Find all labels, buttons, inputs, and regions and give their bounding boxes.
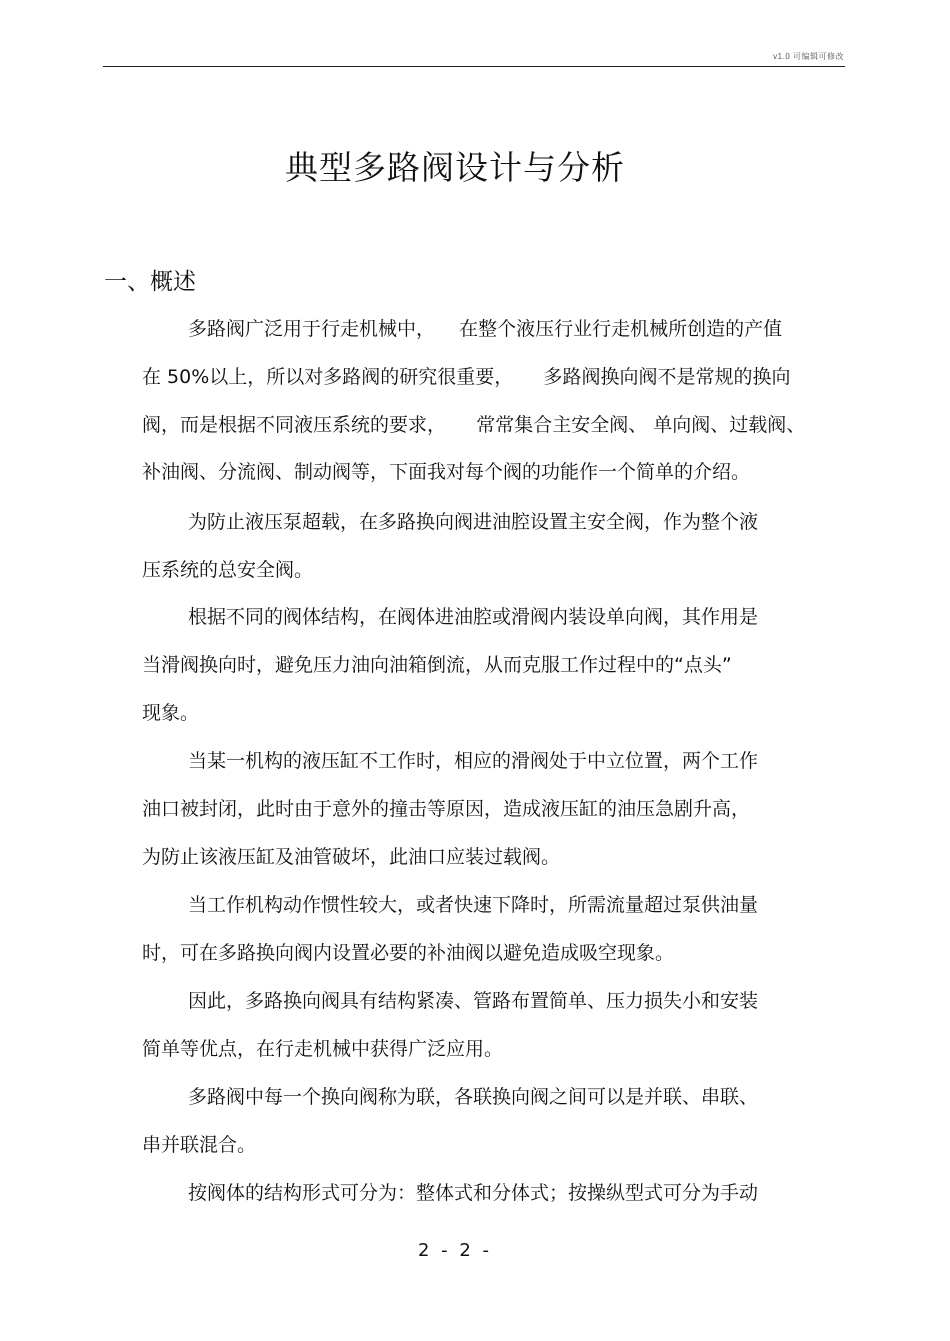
paragraph-line: 根据不同的阀体结构，在阀体进油腔或滑阀内装设单向阀，其作用是 [188, 606, 759, 628]
paragraph-line: 因此，多路换向阀具有结构紧凑、管路布置简单、压力损失小和安装 [188, 990, 759, 1012]
paragraph-line: 为防止液压泵超载，在多路换向阀进油腔设置主安全阀，作为整个液 [188, 511, 759, 533]
paragraph-line: 在 50%以上，所以对多路阀的研究很重要， 多路阀换向阀不是常规的换向 [142, 366, 791, 388]
paragraph-line: 时，可在多路换向阀内设置必要的补油阀以避免造成吸空现象。 [142, 942, 675, 964]
document-title: 典型多路阀设计与分析 [285, 148, 625, 187]
paragraph-line: 按阀体的结构形式可分为：整体式和分体式；按操纵型式可分为手动 [188, 1182, 759, 1204]
paragraph-line: 补油阀、分流阀、制动阀等，下面我对每个阀的功能作一个简单的介绍。 [142, 461, 751, 483]
header-divider [103, 66, 845, 67]
paragraph-line: 现象。 [142, 702, 200, 724]
paragraph-line: 串并联混合。 [142, 1134, 257, 1156]
paragraph-line: 当滑阀换向时，避免压力油向油箱倒流，从而克服工作过程中的“点头” [142, 654, 732, 676]
paragraph-line: 多路阀中每一个换向阀称为联，各联换向阀之间可以是并联、串联、 [188, 1086, 759, 1108]
paragraph-line: 简单等优点，在行走机械中获得广泛应用。 [142, 1038, 504, 1060]
paragraph-line: 阀，而是根据不同液压系统的要求， 常常集合主安全阀、 单向阀、过载阀、 [142, 414, 806, 436]
paragraph-line: 油口被封闭，此时由于意外的撞击等原因，造成液压缸的油压急剧升高， [142, 798, 751, 820]
section-heading: 一、概述 [104, 269, 196, 295]
header-version-note: v1.0 可编辑可修改 [773, 52, 844, 61]
paragraph-line: 压系统的总安全阀。 [142, 559, 314, 581]
paragraph-line: 当某一机构的液压缸不工作时，相应的滑阀处于中立位置，两个工作 [188, 750, 759, 772]
paragraph-line: 当工作机构动作惯性较大，或者快速下降时，所需流量超过泵供油量 [188, 894, 759, 916]
paragraph-line: 多路阀广泛用于行走机械中， 在整个液压行业行走机械所创造的产值 [188, 318, 783, 340]
paragraph-line: 为防止该液压缸及油管破坏，此油口应装过载阀。 [142, 846, 561, 868]
page-number: 2 - 2 - [417, 1240, 493, 1261]
